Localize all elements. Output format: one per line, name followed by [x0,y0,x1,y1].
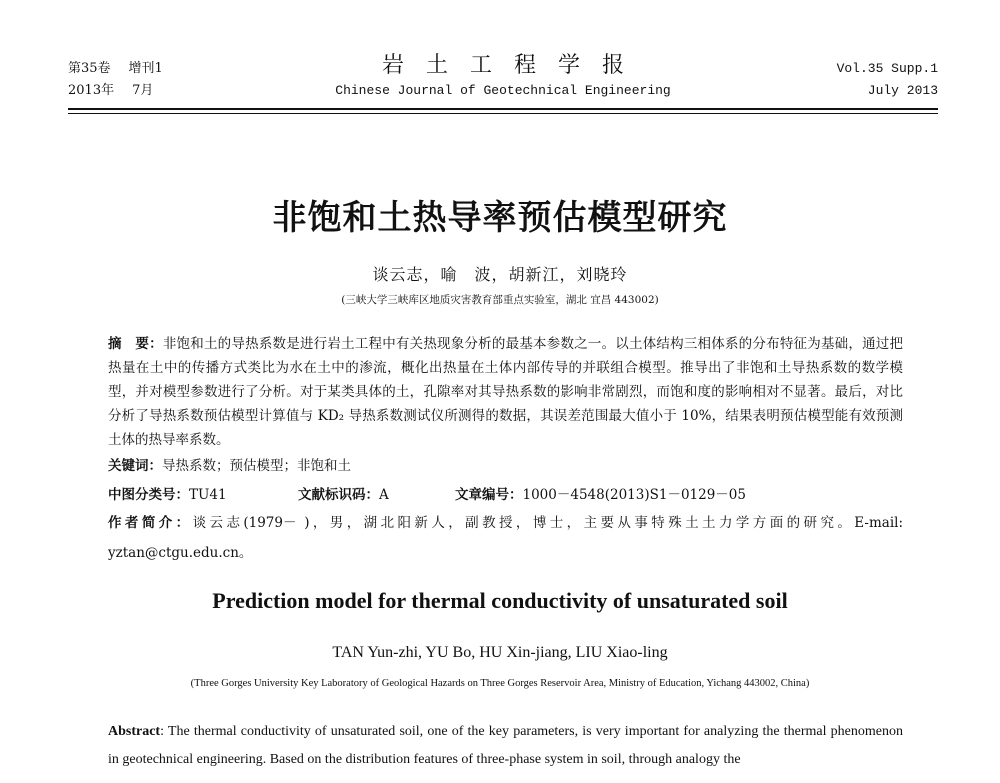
journal-title-en: Chinese Journal of Geotechnical Engineering [335,83,671,98]
journal-title-cn: 岩土工程学报 [381,53,646,78]
volume-en: Vol.35 Supp.1 [836,61,938,76]
header-rule-thin [68,113,938,114]
month-cn: 7月 [132,83,154,98]
abstract-en-text: : The thermal conductivity of unsaturated soil, one of the key parameters, is very important for analyzing the thermal phenomenon in geotechnical engineering. Based on the distribution features of three-phase system in soil, through analogy the [108,724,903,767]
issue-cn: 增刊1 [128,61,163,76]
keywords-label: 关键词： [108,458,162,474]
header-center [68,52,938,102]
header-rule-thick [68,108,938,110]
paper-title-cn: 非饱和土热导率预估模型研究 [272,198,728,238]
affiliation-en: (Three Gorges University Key Laboratory of Geological Hazards on Three Gorges Reservoir Area, Ministry of Education, Yichang 443002, China) [190,678,810,689]
classification-line [108,483,903,507]
date-en: July 2013 [867,83,938,98]
header-right [837,58,938,102]
year-cn: 2013年 [68,83,115,98]
abstract-en [108,718,903,774]
abstract-cn-text: 非饱和土的导热系数是进行岩土工程中有关热现象分析的最基本参数之一。以土体结构三相体系的分布特征为基础，通过把热量在土中的传播方式类比为水在土中的渗流，概化出热量在土体内部传导的并联组合模型。推导出了非饱和土导热系数的数学模型，并对模型参数进行了分析。对于某类具体的土，孔隙率对其导热系数的影响非常剧烈，而饱和度的影响相对不显著。最后，对比分析了导热系数预估模型计算值与 KD₂ 导热系数测试仪所测得的数据，其误差范围最大值小于 10%，结果表明预估模型能有效预测土体的热导率系数。 [108,336,903,448]
journal-header [68,52,938,104]
volume-cn: 第35卷 [68,61,111,76]
author-intro-text: 谈云志(1979－ )，男，湖北阳新人，副教授，博士，主要从事特殊土土力学方面的研究。E-mail: yztan@ctgu.edu.cn。 [108,515,904,561]
doc-code-label: 文献标识码： [298,487,379,503]
abstract-en-label: Abstract [108,724,161,739]
clc-label: 中图分类号： [108,487,189,503]
abstract-cn [108,332,903,452]
author-intro-label: 作者简介： [108,515,193,531]
doc-code-value: A [379,487,389,503]
paper-title-en: Prediction model for thermal conductivity of unsaturated soil [212,588,788,613]
affiliation-cn: (三峡大学三峡库区地质灾害教育部重点实验室，湖北 宜昌 443002) [341,294,659,306]
authors-cn: 谈云志，喻 波，胡新江，刘晓玲 [372,265,628,284]
article-no-label: 文章编号： [455,487,523,503]
author-intro [108,508,903,568]
clc-value: TU41 [189,487,227,503]
article-no-value: 1000－4548(2013)S1－0129－05 [522,487,746,503]
keywords-text: 导热系数；预估模型；非饱和土 [162,458,351,474]
authors-en: TAN Yun-zhi, YU Bo, HU Xin-jiang, LIU Xiao-ling [332,644,668,661]
abstract-cn-label: 摘 要： [108,336,163,352]
keywords-cn [108,454,351,478]
